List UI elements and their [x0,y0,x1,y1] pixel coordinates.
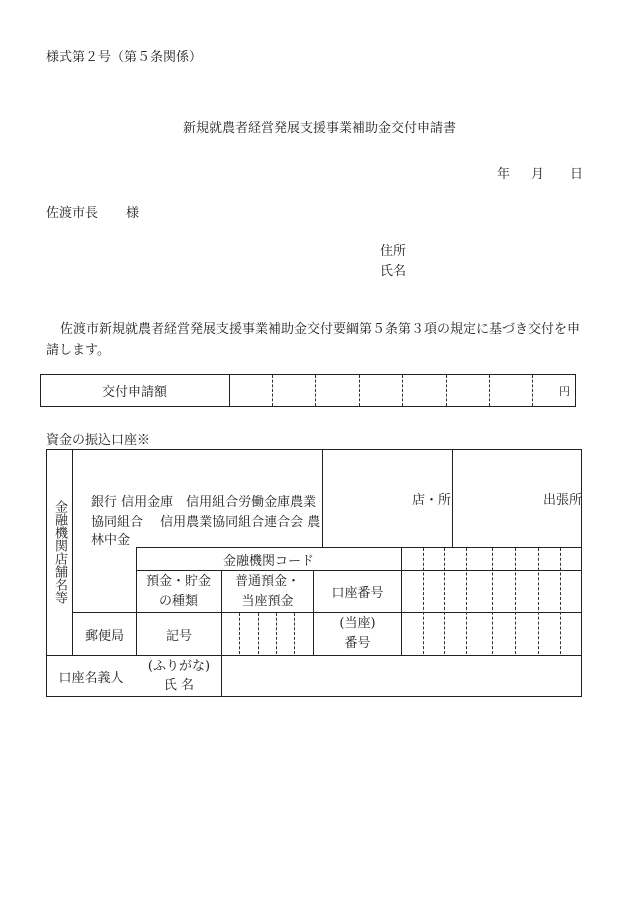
institution-side-label: 金融機関店舗名等 [52,500,67,604]
furigana-label: (ふりがな) [147,659,211,674]
amount-label: 交付申請額 [101,385,167,400]
deposit-type-line1: 預金・貯金 [145,573,211,589]
name-label: 氏名 [380,264,407,279]
form-number: 様式第２号（第５条関係） [46,50,203,65]
date-year: 年 [497,167,511,182]
institution-types-line3: 林中金 [91,533,131,548]
current-number-line1: (当座) [339,616,376,631]
bank-section-heading: 資金の振込口座※ [46,433,151,448]
current-number-label [314,613,401,655]
institution-code-label: 金融機関コード [222,553,314,569]
date-month: 月 [531,167,545,182]
branch-type-branch-office: 出張所 [543,493,583,508]
symbol-label: 記号 [165,628,192,644]
deposit-options [222,571,313,612]
page-title: 新規就農者経営発展支援事業補助金交付申請書 [183,121,457,136]
amount-unit: 円 [559,385,570,398]
post-office-label: 郵便局 [84,628,124,644]
current-number-line2: 番号 [344,636,371,651]
institution-types-line1: 銀行 信用金庫 信用組合労働金庫農業 [91,495,317,510]
addressee-honorific: 様 [126,206,140,221]
date-day: 日 [570,167,584,182]
holder-name-label [137,656,221,696]
account-number-label: 口座番号 [331,586,384,601]
account-holder-label: 口座名義人 [58,670,124,686]
body-text-line1: 佐渡市新規就農者経営発展支援事業補助金交付要綱第５条第３項の規定に基づき交付を申 [60,322,581,337]
branch-type-store: 店・所 [412,493,452,508]
body-text-line2: 請します。 [46,343,110,358]
addressee-name: 佐渡市長 [46,206,99,221]
address-label: 住所 [380,244,407,259]
holder-name-text: 氏 名 [163,678,195,693]
deposit-type-label [136,571,221,612]
deposit-options-line1: 普通預金・ [234,573,300,589]
deposit-options-line2: 当座預金 [241,593,294,609]
institution-types-line2: 協同組合 信用農業協同組合連合会 農 [91,515,321,530]
deposit-type-line2: の種類 [158,593,198,609]
